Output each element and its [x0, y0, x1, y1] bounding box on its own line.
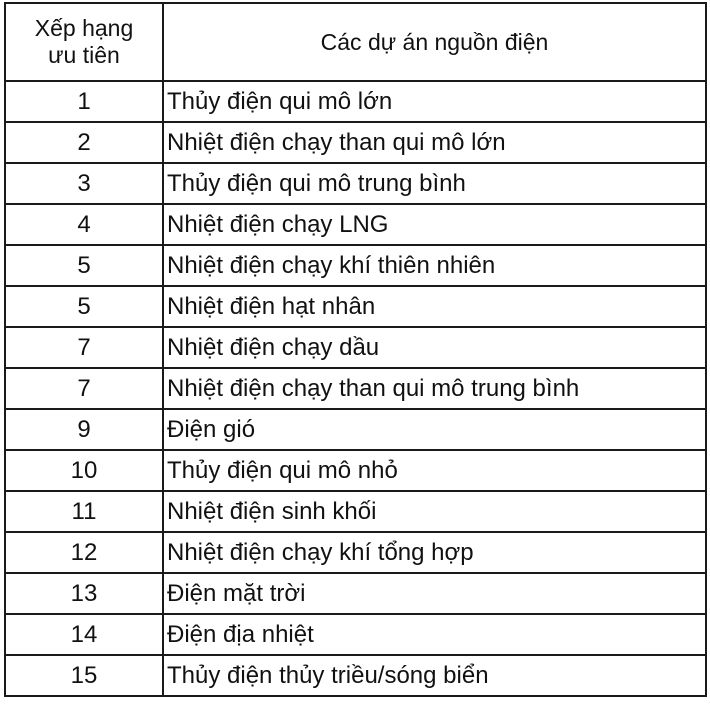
rank-cell: 5: [5, 286, 163, 327]
project-cell: Nhiệt điện chạy LNG: [163, 204, 706, 245]
project-cell: Điện gió: [163, 409, 706, 450]
table-row: [5, 532, 706, 573]
rank-cell: 15: [5, 655, 163, 696]
table-row: [5, 122, 706, 163]
header-rank-line1: Xếp hạng: [34, 15, 134, 41]
priority-table-container: [4, 2, 705, 723]
header-row: [5, 3, 706, 81]
table-row: [5, 655, 706, 696]
project-cell: Điện mặt trời: [163, 573, 706, 614]
table-row: [5, 614, 706, 655]
rank-cell: 12: [5, 532, 163, 573]
table-body: [5, 81, 706, 696]
table-row: [5, 286, 706, 327]
rank-cell: 14: [5, 614, 163, 655]
table-row: [5, 491, 706, 532]
table-header: [5, 3, 706, 81]
table-row: [5, 245, 706, 286]
rank-cell: 3: [5, 163, 163, 204]
rank-cell: 4: [5, 204, 163, 245]
rank-cell: 9: [5, 409, 163, 450]
project-cell: Thủy điện qui mô lớn: [163, 81, 706, 122]
header-rank: [5, 3, 163, 81]
rank-cell: 7: [5, 368, 163, 409]
table-row: [5, 81, 706, 122]
project-cell: Thủy điện qui mô nhỏ: [163, 450, 706, 491]
project-cell: Thủy điện thủy triều/sóng biển: [163, 655, 706, 696]
table-row: [5, 409, 706, 450]
rank-cell: 11: [5, 491, 163, 532]
power-project-priority-table: [4, 2, 707, 697]
project-cell: Nhiệt điện chạy than qui mô lớn: [163, 122, 706, 163]
project-cell: Nhiệt điện chạy than qui mô trung bình: [163, 368, 706, 409]
table-row: [5, 163, 706, 204]
project-cell: Thủy điện qui mô trung bình: [163, 163, 706, 204]
table-row: [5, 573, 706, 614]
project-cell: Điện địa nhiệt: [163, 614, 706, 655]
project-cell: Nhiệt điện chạy khí tổng hợp: [163, 532, 706, 573]
table-row: [5, 368, 706, 409]
header-rank-line2: ưu tiên: [48, 42, 120, 68]
table-row: [5, 204, 706, 245]
project-cell: Nhiệt điện chạy dầu: [163, 327, 706, 368]
table-row: [5, 327, 706, 368]
table-row: [5, 450, 706, 491]
rank-cell: 5: [5, 245, 163, 286]
rank-cell: 7: [5, 327, 163, 368]
rank-cell: 2: [5, 122, 163, 163]
project-cell: Nhiệt điện sinh khối: [163, 491, 706, 532]
project-cell: Nhiệt điện hạt nhân: [163, 286, 706, 327]
rank-cell: 10: [5, 450, 163, 491]
project-cell: Nhiệt điện chạy khí thiên nhiên: [163, 245, 706, 286]
rank-cell: 13: [5, 573, 163, 614]
header-project: Các dự án nguồn điện: [163, 3, 706, 81]
rank-cell: 1: [5, 81, 163, 122]
